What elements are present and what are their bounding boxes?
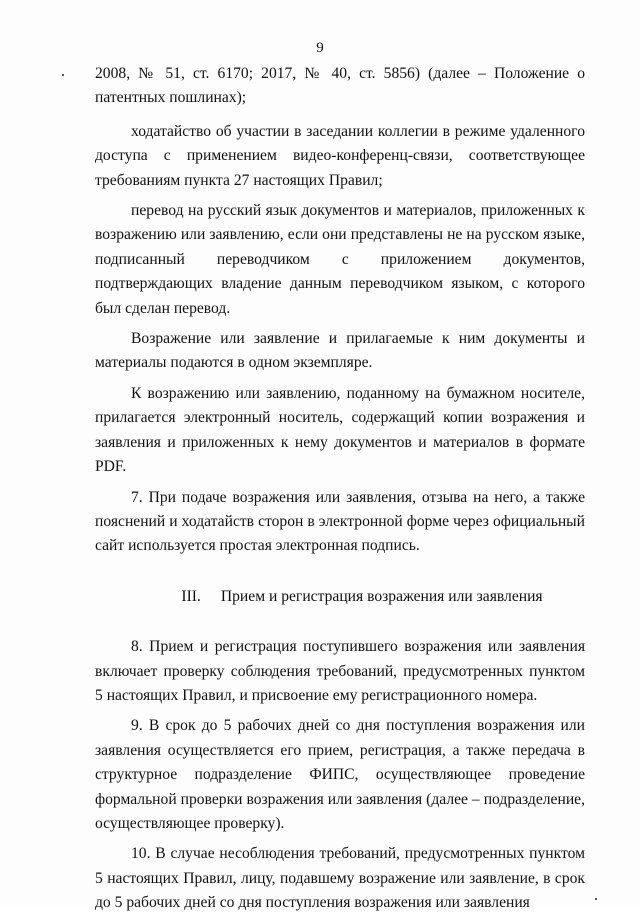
section-number: III. (181, 587, 201, 605)
paragraph-translation: перевод на русский язык документов и материалов, приложенных к возражению или заявлению, если они представлены не на русском языке, подписанный переводчиком с приложением документов, подтверждающих владение данным переводчиком языком, с которого был сделан перевод. (95, 202, 585, 317)
scan-speck (62, 74, 64, 76)
page-number: 9 (316, 40, 324, 56)
paragraph-single-copy: Возражение или заявление и прилагаемые к ним документы и материалы подаются в одном экземпляре. (95, 330, 585, 372)
section-heading (95, 585, 585, 609)
paragraph-videoconference-request: ходатайство об участии в заседании коллегии в режиме удаленного доступа с применением видео-конференц-связи, соответствующее требованиям пункта 27 настоящих Правил; (95, 122, 585, 189)
paragraph-10: 10. В случае несоблюдения требований, предусмотренных пунктом 5 настоящих Правил, лицу, подавшему возражение или заявление, в срок до 5 рабочих дней со дня поступления возражения или заявления (95, 845, 585, 912)
paragraph-electronic-media: К возражению или заявлению, поданному на бумажном носителе, прилагается электронный носитель, содержащий копии возражения и заявления и приложенных к нему документов и материалов в формате PDF. (95, 384, 585, 476)
section-title: Прием и регистрация возражения или заявления (220, 587, 543, 605)
paragraph-continuation: 2008, № 51, ст. 6170; 2017, № 40, ст. 5856) (далее – Положение о патентных пошлинах); (95, 65, 585, 107)
paragraph-7: 7. При подаче возражения или заявления, отзыва на него, а также пояснений и ходатайств сторон в электронной форме через официальный сайт используется простая электронная подпись. (95, 488, 585, 555)
paragraph-9: 9. В срок до 5 рабочих дней со дня поступления возражения или заявления осуществляется его прием, регистрация, а также передача в структурное подразделение ФИПС, осуществляющее проведение формальной проверки возражения или заявления (далее – подразделение, осуществляющее проверку). (95, 717, 585, 832)
scan-speck (595, 898, 597, 900)
paragraph-8: 8. Прием и регистрация поступившего возражения или заявления включает проверку соблюдения требований, предусмотренных пунктом 5 настоящих Правил, и присвоение ему регистрационного номера. (95, 638, 585, 704)
document-body (95, 62, 585, 916)
